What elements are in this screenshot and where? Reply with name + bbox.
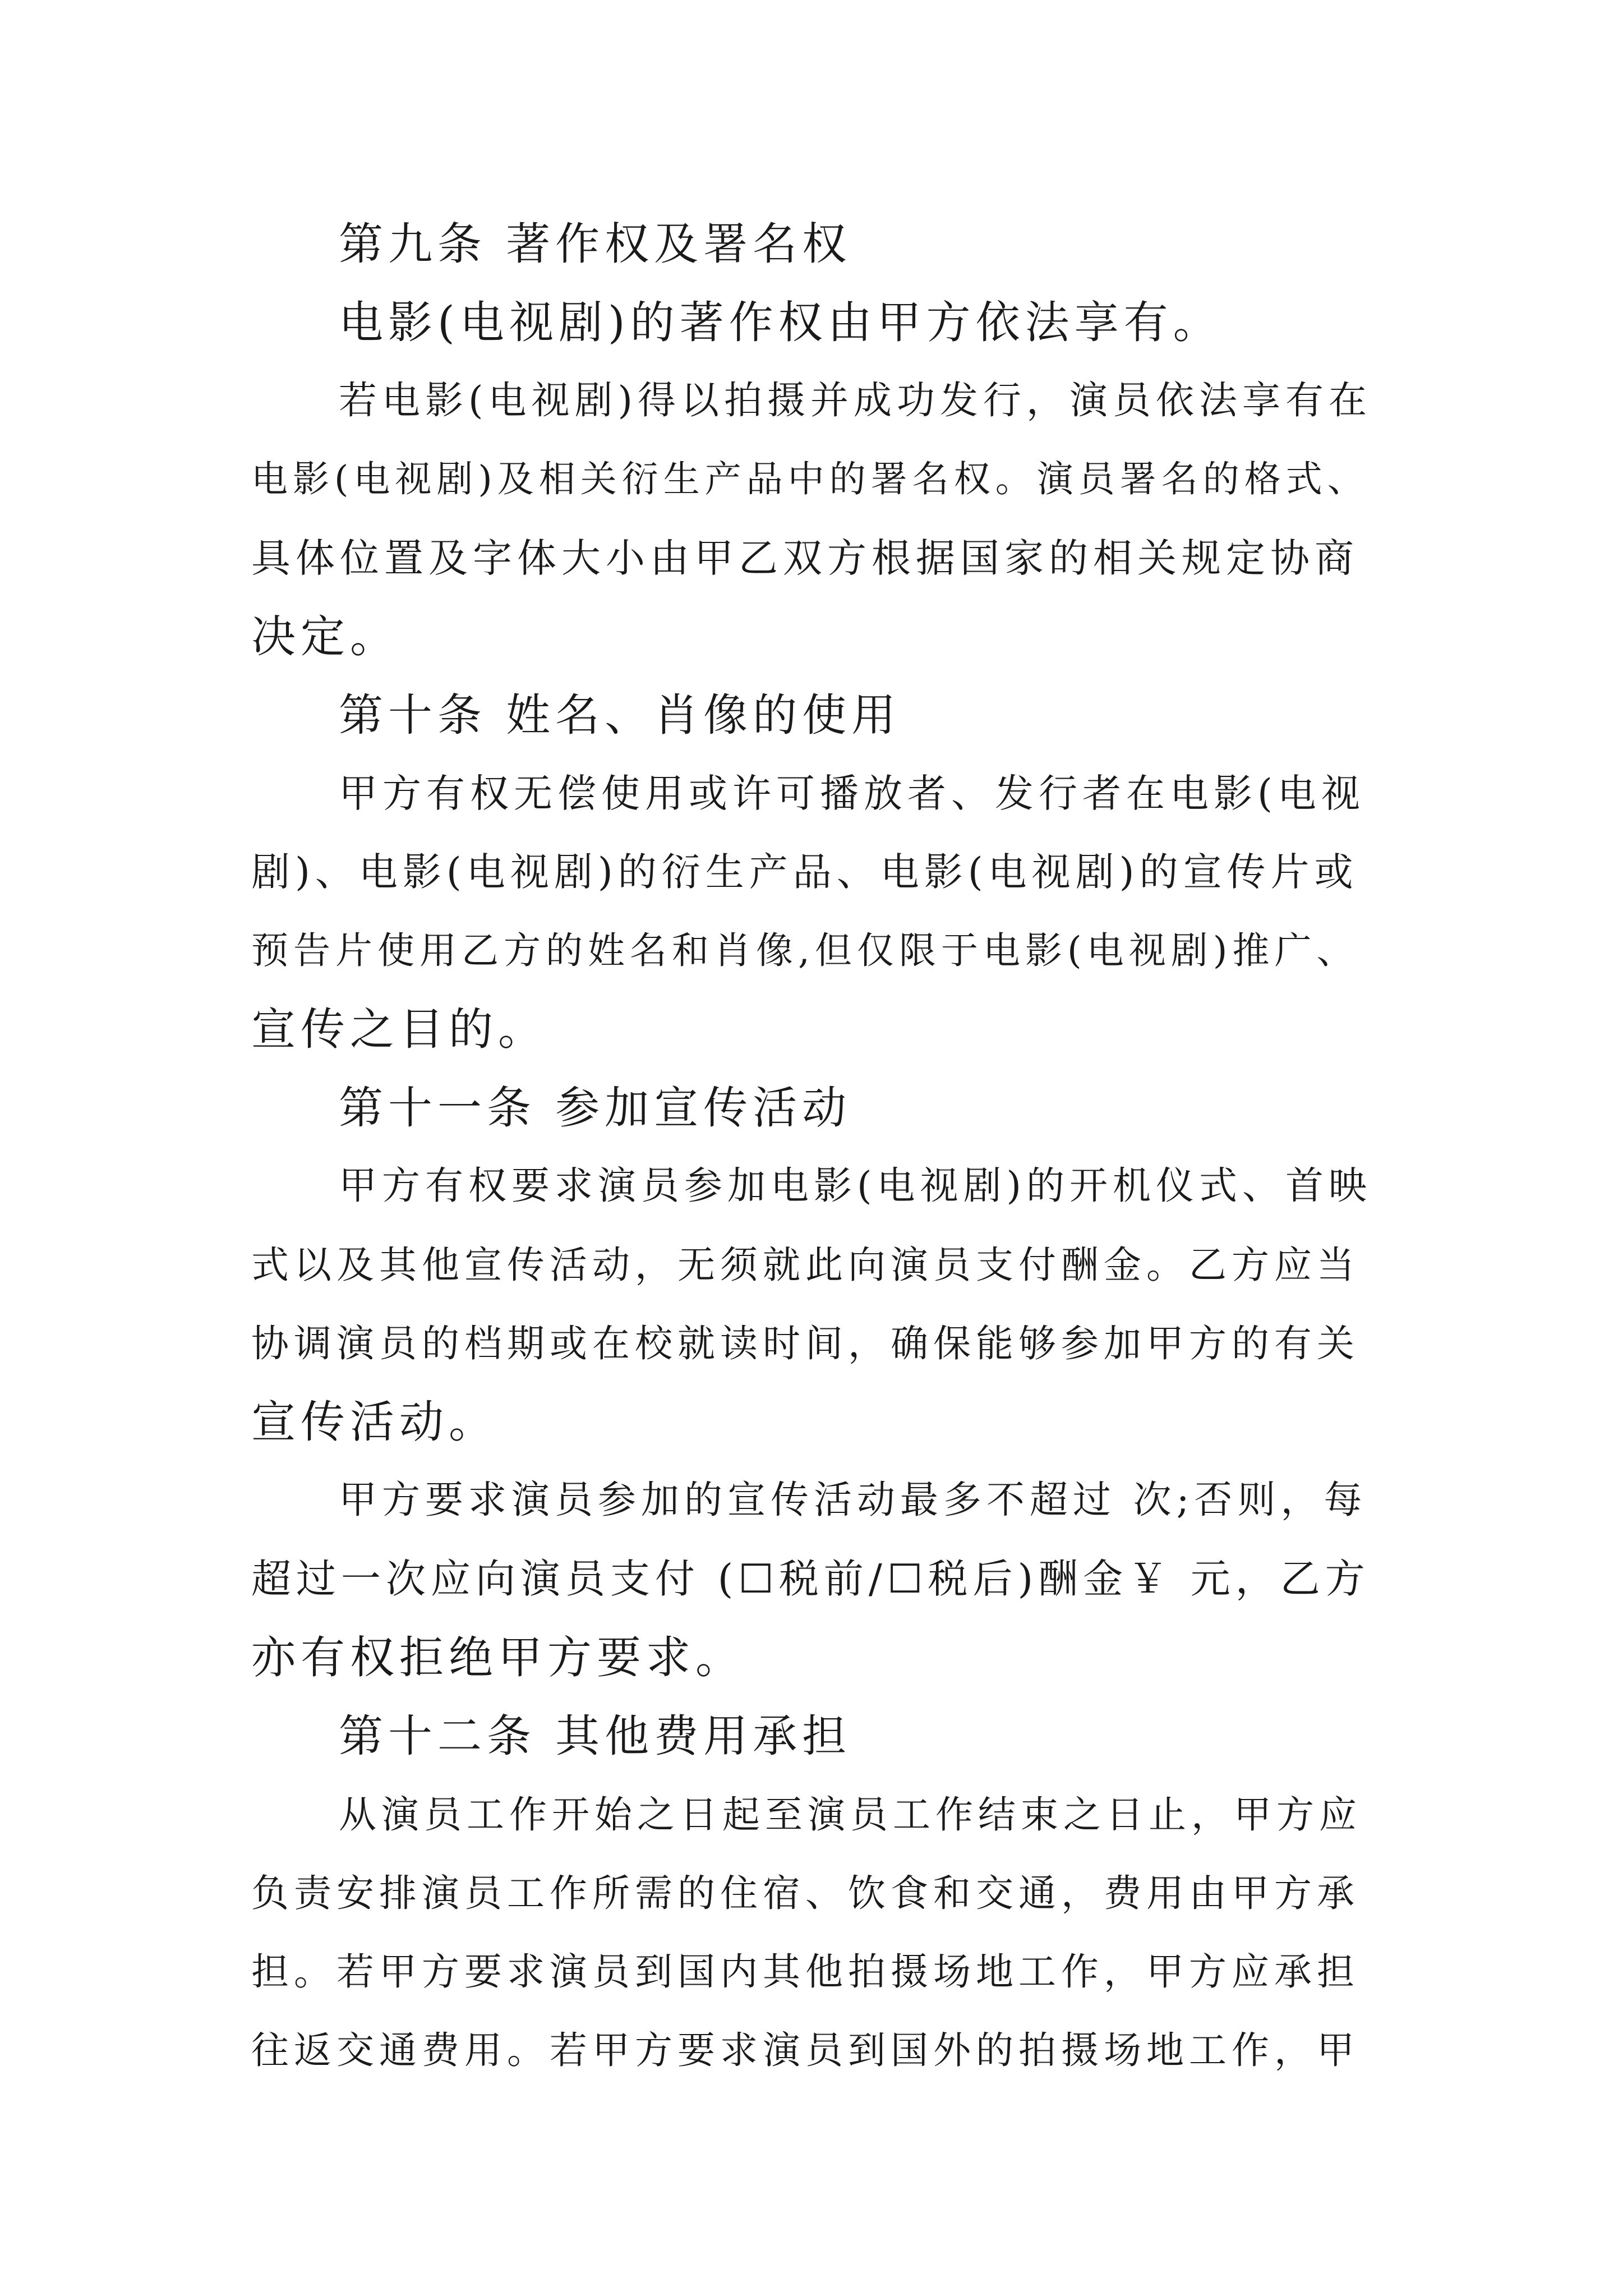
section-heading-article-12: 第十二条 其他费用承担 (339, 1710, 852, 1762)
paragraph-line: 亦有权拒绝甲方要求。 (251, 1632, 745, 1683)
paragraph-line: 电影(电视剧)的著作权由甲方依法享有。 (339, 297, 1223, 348)
paragraph-line: 宣传之目的。 (251, 1004, 547, 1055)
paragraph-line: 式以及其他宣传活动，无须就此向演员支付酬金。乙方应当 (251, 1243, 1359, 1287)
section-heading-article-11: 第十一条 参加宣传活动 (339, 1082, 852, 1134)
paragraph-line: 甲方要求演员参加的宣传活动最多不超过 次;否则，每 (339, 1478, 1367, 1522)
paragraph-line: 担。若甲方要求演员到国内其他拍摄场地工作，甲方应承担 (251, 1950, 1359, 1994)
paragraph-line: 甲方有权要求演员参加电影(电视剧)的开机仪式、首映 (339, 1164, 1372, 1208)
paragraph-line: 具体位置及字体大小由甲乙双方根据国家的相关规定协商 (251, 535, 1359, 581)
paragraph-line: 负责安排演员工作所需的住宿、饮食和交通，费用由甲方承 (251, 1871, 1359, 1915)
section-heading-article-9: 第九条 著作权及署名权 (339, 218, 852, 270)
paragraph-line: 甲方有权无偿使用或许可播放者、发行者在电影(电视 (339, 771, 1365, 816)
paragraph-line: 剧)、电影(电视剧)的衍生产品、电影(电视剧)的宣传片或 (251, 850, 1358, 895)
paragraph-line: 预告片使用乙方的姓名和肖像,但仅限于电影(电视剧)推广、 (251, 929, 1359, 972)
paragraph-line: 电影(电视剧)及相关衍生产品中的署名权。演员署名的格式、 (251, 458, 1369, 500)
paragraph-line: 往返交通费用。若甲方要求演员到国外的拍摄场地工作，甲 (251, 2028, 1359, 2072)
paragraph-line: 若电影(电视剧)得以拍摄并成功发行，演员依法享有在 (339, 379, 1372, 423)
paragraph-line: 从演员工作开始之日起至演员工作结束之日止，甲方应 (339, 1793, 1362, 1837)
paragraph-line: 决定。 (251, 611, 399, 662)
paragraph-line: 协调演员的档期或在校就读时间，确保能够参加甲方的有关 (251, 1322, 1359, 1365)
paragraph-line: 超过一次应向演员支付 (☐税前/☐税后)酬金￥ 元，乙方 (251, 1556, 1370, 1602)
paragraph-line: 宣传活动。 (251, 1396, 498, 1448)
section-heading-article-10: 第十条 姓名、肖像的使用 (339, 689, 901, 741)
